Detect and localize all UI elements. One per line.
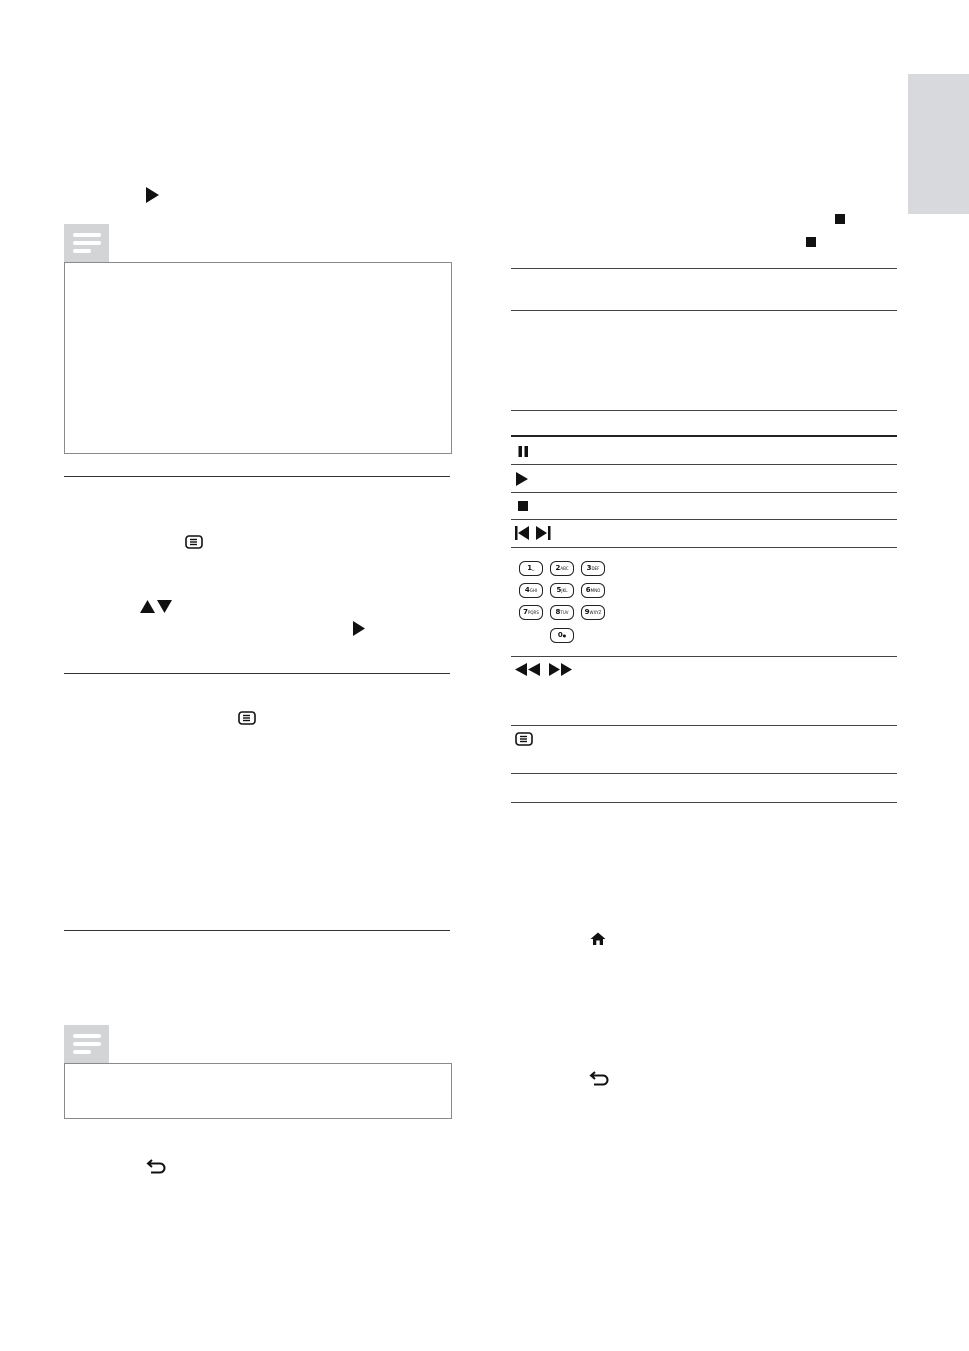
note-icon bbox=[64, 224, 109, 262]
key-digit: 3 bbox=[586, 564, 592, 572]
table-row-rule bbox=[511, 725, 897, 726]
note-box bbox=[64, 1063, 452, 1119]
key-letters: ␣ bbox=[532, 566, 535, 571]
section-divider bbox=[64, 476, 450, 477]
table-row-rule bbox=[511, 656, 897, 657]
table-row-rule bbox=[511, 464, 897, 465]
key-8 bbox=[550, 605, 574, 620]
table-row-rule bbox=[511, 519, 897, 520]
section-divider bbox=[511, 268, 897, 269]
up-down-arrows-icon bbox=[140, 600, 173, 614]
pause-icon bbox=[518, 446, 529, 457]
key-digit: 4 bbox=[524, 586, 530, 594]
table-row-rule bbox=[511, 773, 897, 774]
play-icon bbox=[146, 187, 159, 203]
key-letters: TUV bbox=[560, 610, 569, 615]
info-display-icon bbox=[185, 535, 203, 549]
key-letters: PQRS bbox=[527, 610, 539, 615]
numeric-keypad-icon bbox=[519, 561, 611, 647]
key-digit: 6 bbox=[585, 586, 591, 594]
stop-icon bbox=[835, 214, 845, 224]
key-digit: 7 bbox=[523, 608, 528, 616]
note-box bbox=[64, 262, 452, 454]
key-letters: WXYZ bbox=[589, 610, 602, 615]
key-9 bbox=[581, 605, 605, 620]
note-icon bbox=[64, 1025, 109, 1063]
play-icon bbox=[516, 472, 528, 486]
table-top-rule bbox=[511, 410, 897, 411]
key-letters: GHI bbox=[529, 588, 538, 593]
section-divider bbox=[511, 310, 897, 311]
table-row-rule bbox=[511, 547, 897, 548]
rewind-fast-forward-icon bbox=[515, 663, 573, 676]
key-digit: 8 bbox=[555, 608, 561, 616]
key-6 bbox=[581, 583, 605, 598]
key-letters: ● bbox=[562, 633, 567, 638]
section-divider bbox=[511, 802, 897, 803]
key-digit: 1 bbox=[527, 564, 533, 572]
skip-prev-next-icon bbox=[515, 526, 553, 540]
table-header-rule bbox=[511, 435, 897, 437]
info-display-icon bbox=[238, 711, 256, 725]
play-icon bbox=[353, 621, 365, 636]
key-0 bbox=[550, 628, 574, 643]
stop-icon bbox=[518, 501, 528, 511]
home-icon bbox=[590, 932, 606, 946]
section-divider bbox=[64, 673, 450, 674]
key-digit: 9 bbox=[584, 608, 590, 616]
section-divider bbox=[64, 930, 450, 931]
key-7 bbox=[519, 605, 543, 620]
key-4 bbox=[519, 583, 543, 598]
back-icon bbox=[146, 1158, 168, 1174]
key-letters: DEF bbox=[591, 566, 600, 571]
key-digit: 0 bbox=[557, 631, 563, 639]
stop-icon bbox=[806, 237, 816, 247]
language-side-tab bbox=[908, 74, 969, 214]
key-2 bbox=[550, 561, 574, 576]
key-letters: ABC bbox=[560, 566, 569, 571]
key-5 bbox=[550, 583, 574, 598]
info-display-icon bbox=[515, 732, 533, 746]
back-icon bbox=[589, 1070, 611, 1086]
table-row-rule bbox=[511, 492, 897, 493]
key-digit: 5 bbox=[556, 586, 562, 594]
key-3 bbox=[581, 561, 605, 576]
key-digit: 2 bbox=[555, 564, 561, 572]
key-1 bbox=[519, 561, 543, 576]
key-letters: MNO bbox=[590, 588, 601, 593]
key-letters: JKL bbox=[561, 588, 568, 593]
